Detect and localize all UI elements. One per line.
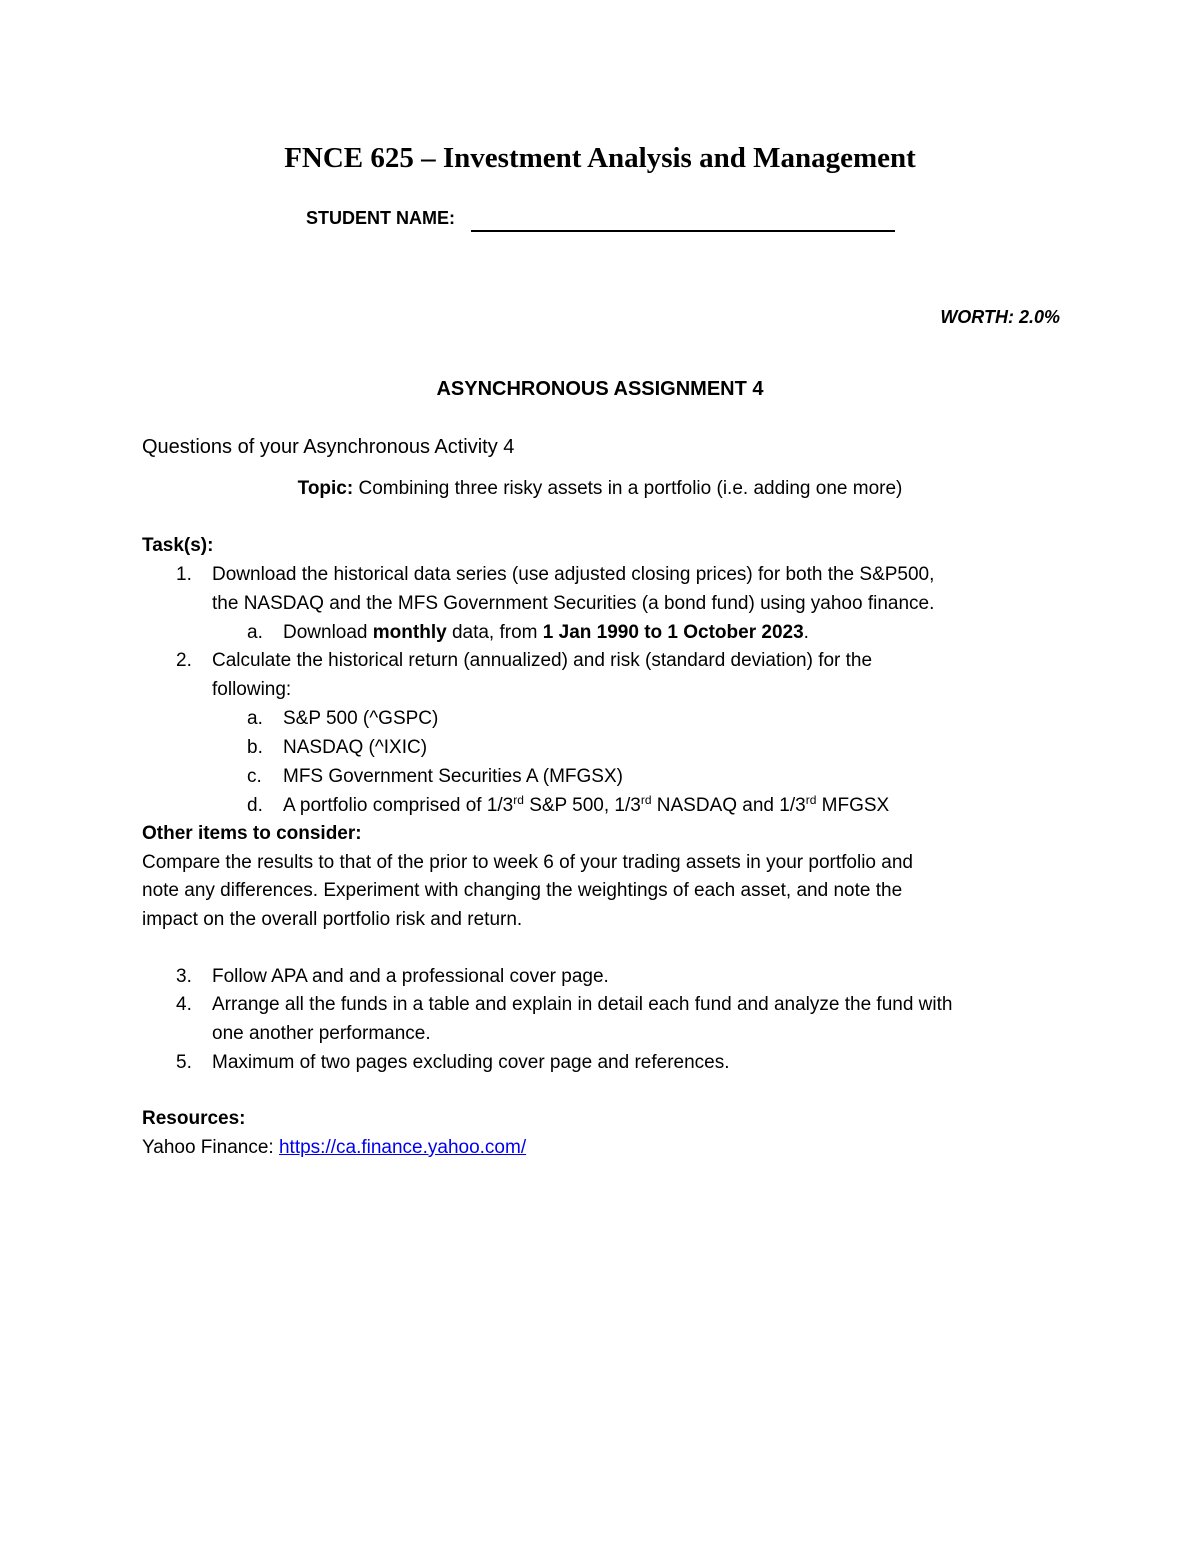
task-2c-letter: c.: [247, 766, 262, 787]
topic-text: Combining three risky assets in a portfolio (i.e. adding one more): [358, 478, 903, 499]
task-2c-text: MFS Government Securities A (MFGSX): [283, 766, 623, 787]
task-2d-text: A portfolio comprised of 1/3rd S&P 500, 1/3rd NASDAQ and 1/3rd MFGSX: [283, 793, 890, 816]
task-2a-letter: a.: [247, 708, 263, 729]
worth-label: WORTH: 2.0%: [940, 307, 1060, 327]
task-4-line-1: Arrange all the funds in a table and explain in detail each fund and analyze the fund with: [212, 994, 953, 1015]
topic-line: [0, 478, 1200, 500]
task-3-number: 3.: [176, 966, 192, 987]
task-4-number: 4.: [176, 994, 192, 1015]
task-1a-letter: a.: [247, 622, 263, 643]
other-items-line-1: Compare the results to that of the prior to week 6 of your trading assets in your portfolio and: [142, 852, 913, 873]
task-1-line-2: the NASDAQ and the MFS Government Securities (a bond fund) using yahoo finance.: [212, 593, 935, 614]
task-5-text: Maximum of two pages excluding cover page and references.: [212, 1052, 730, 1073]
task-2-line-1: Calculate the historical return (annualized) and risk (standard deviation) for the: [212, 650, 873, 671]
task-1a-text: Download monthly data, from 1 Jan 1990 to 1 October 2023.: [283, 622, 809, 643]
task-4-line-2: one another performance.: [212, 1023, 431, 1044]
course-title: FNCE 625 – Investment Analysis and Management: [284, 142, 916, 174]
task-1-number: 1.: [176, 564, 192, 585]
questions-heading: Questions of your Asynchronous Activity 4: [142, 436, 515, 458]
resources-line: [142, 1137, 526, 1159]
tasks-heading: Task(s):: [142, 535, 214, 556]
task-2-line-2: following:: [212, 679, 292, 700]
task-1-line-1: Download the historical data series (use adjusted closing prices) for both the S&P500,: [212, 564, 935, 585]
task-2b-letter: b.: [247, 737, 263, 758]
task-2b-text: NASDAQ (^IXIC): [283, 737, 428, 758]
yahoo-finance-link[interactable]: https://ca.finance.yahoo.com/: [278, 1137, 527, 1158]
other-items-line-2: note any differences. Experiment with changing the weightings of each asset, and note the: [142, 880, 903, 901]
task-5-number: 5.: [176, 1052, 192, 1073]
task-2a-text: S&P 500 (^GSPC): [283, 708, 439, 729]
assignment-title: ASYNCHRONOUS ASSIGNMENT 4: [436, 378, 764, 400]
other-items-heading: Other items to consider:: [142, 823, 362, 844]
topic-label: Topic:: [297, 478, 354, 499]
task-3-text: Follow APA and and a professional cover page.: [212, 966, 609, 987]
resources-heading: Resources:: [142, 1108, 246, 1129]
other-items-line-3: impact on the overall portfolio risk and return.: [142, 909, 523, 930]
resources-label: Yahoo Finance:: [142, 1137, 279, 1158]
student-name-line: [471, 230, 895, 232]
task-2-number: 2.: [176, 650, 192, 671]
task-2d-letter: d.: [247, 795, 263, 816]
student-name-label: STUDENT NAME:: [306, 208, 455, 228]
